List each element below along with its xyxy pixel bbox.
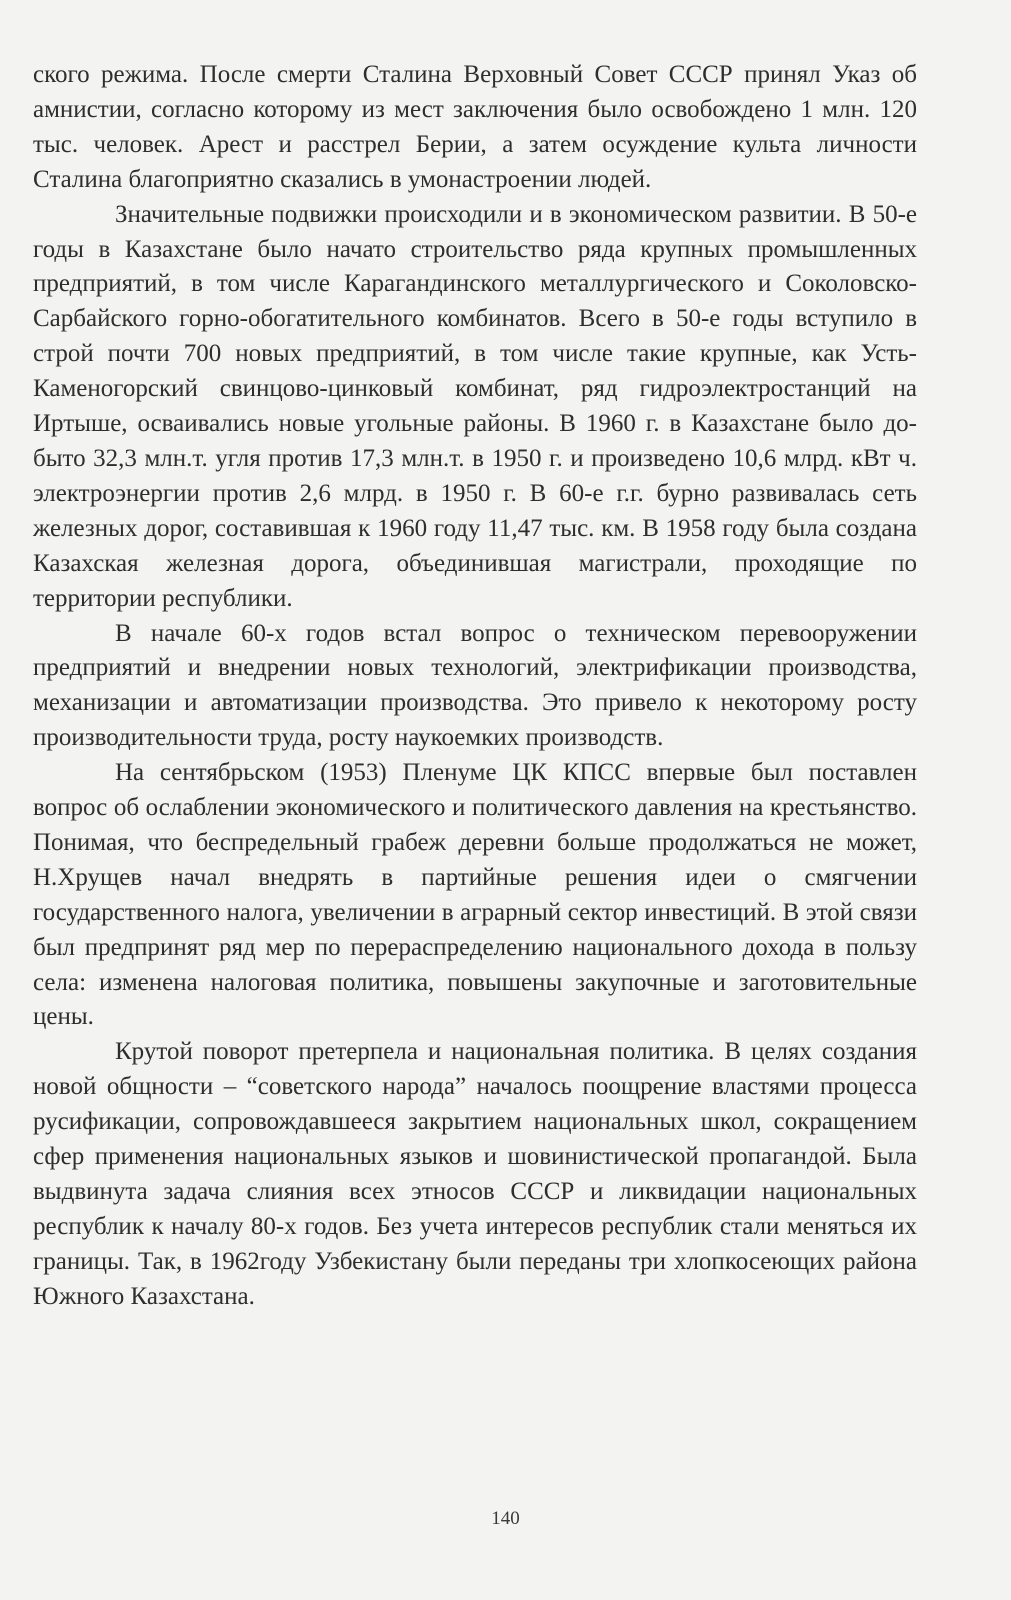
paragraph-economic-development: Значительные подвижки происходили и в экономическом развитии. В 50-е годы в Казахстане было начато строительство ряда крупных промышленных предприятий, в том числе Карагандинского металлургического и Соколовско-Сарбайского горно-обогатительного комбинатов. Всего в 50-е годы вступило в строй почти 700 новых предприятий, в том числе такие крупные, как Усть-Каменогорский свинцово-цинковый комбинат, ряд гидроэлектростанций на Иртыше, осваивались новые угольные районы. В 1960 г. в Казахстане было добыто 32,3 млн.т. угля против 17,3 млн.т. в 1950 г. и произведено 10,6 млрд. кВт ч. электроэнергии против 2,6 млрд. в 1950 г. В 60-е г.г. бурно развивалась сеть железных дорог, составившая к 1960 году 11,47 тыс. км. В 1958 году была создана Казахская железная дорога, объединившая магистрали, проходящие по территории республики. [33, 200, 917, 612]
paragraph-national-policy: Крутой поворот претерпела и национальная политика. В целях создания новой общности – “советского народа” началось поощрение властями процесса русификации, сопровождавшееся закрытием национальных школ, сокращением сфер применения национальных языков и шовинистической пропагандой. Была выдвинута задача слияния всех этносов СССР и ликвидации национальных республик к началу 80-х годов. Без учета интересов республик стали меняться их границы. Так, в 1962году Узбекистану были переданы три хлопкосеющих района Южного Казахстана. [33, 1038, 917, 1310]
paragraph-plenum-1953: На сентябрьском (1953) Пленуме ЦК КПСС впервые был поставлен вопрос об ослаблении экономического и политического давления на крестьянство. Понимая, что беспредельный грабеж деревни больше продолжаться не может, Н.Хрущев начал внедрять в партийные решения идеи о смягчении государственного налога, увеличении в аграрный сектор инвестиций. В этой связи был предпринят ряд мер по перераспределению национального дохода в пользу села: изменена налоговая политика, повышены закупочные и заготовительные цены. [33, 759, 917, 1031]
paragraph-continuation: ского режима. После смерти Сталина Верховный Совет СССР принял Указ об амнистии, согласно которому из мест заключения было освобождено 1 млн. 120 тыс. человек. Арест и расстрел Берии, а затем осуждение культа личности Сталина благоприятно сказались в умонастроении людей. [33, 61, 917, 193]
page-number: 140 [491, 1508, 520, 1529]
body-text [33, 58, 917, 1315]
paragraph-technical-reequipment: В начале 60-х годов встал вопрос о техническом перевооружении предприятий и внедрении новых технологий, электрификации производства, механизации и автоматизации производства. Это привело к некоторому росту производительности труда, росту наукоемких производств. [33, 619, 917, 752]
